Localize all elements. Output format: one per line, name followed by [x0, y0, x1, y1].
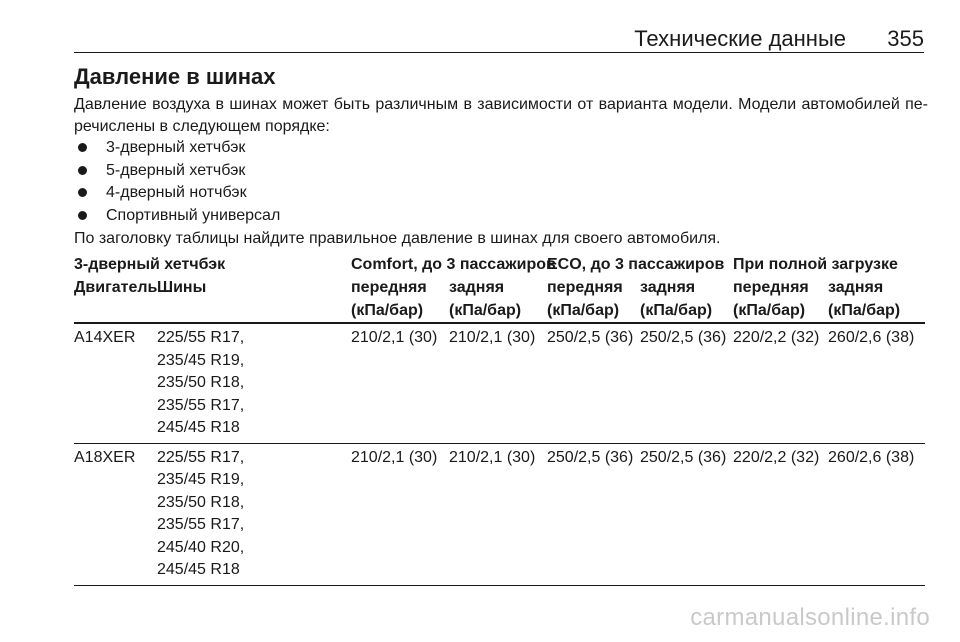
table-row: [74, 443, 925, 585]
unit-header: (кПа/бар): [449, 299, 547, 323]
col-front-header: передняя: [351, 279, 427, 296]
col-front-header: передняя: [547, 279, 623, 296]
list-item: 5-дверный хетчбэк: [74, 160, 280, 183]
page-number: 355: [887, 26, 924, 51]
bullet-icon: [78, 211, 87, 220]
col-tires-header: Шины: [157, 279, 207, 296]
pressure-cell: 250/2,5 (36): [547, 443, 640, 585]
table-note: По заголовку таблицы найдите правильное давление в шинах для своего автомобиля.: [74, 230, 721, 247]
section-title: Давление в шинах: [74, 64, 276, 89]
pressure-cell: 220/2,2 (32): [733, 443, 828, 585]
table-header-row: [74, 299, 925, 323]
bullet-icon: [78, 143, 87, 152]
page-header: [74, 26, 924, 53]
model-list: [74, 137, 280, 227]
pressure-cell: 210/2,1 (30): [449, 323, 547, 443]
table-row: [74, 323, 925, 443]
pressure-cell: 210/2,1 (30): [449, 443, 547, 585]
col-rear-header: задняя: [640, 279, 696, 296]
col-engine-header: Двигатель: [74, 279, 158, 296]
unit-header: (кПа/бар): [733, 299, 828, 323]
group-comfort-header: Comfort, до 3 пассажиров: [351, 256, 556, 273]
unit-header: (кПа/бар): [547, 299, 640, 323]
pressure-cell: 260/2,6 (38): [828, 323, 925, 443]
unit-header: (кПа/бар): [828, 299, 925, 323]
table-header-row: [74, 253, 925, 276]
unit-header: (кПа/бар): [640, 299, 733, 323]
pressure-cell: 210/2,1 (30): [351, 443, 449, 585]
list-item: 3-дверный хетчбэк: [74, 137, 280, 160]
watermark: carmanualsonline.info: [690, 604, 930, 631]
tires-cell: 225/55 R17, 235/45 R19, 235/50 R18, 235/55 R17, 245/45 R18: [157, 323, 351, 443]
pressure-cell: 250/2,5 (36): [547, 323, 640, 443]
intro-paragraph: Давление воздуха в шинах может быть различным в зависимости от варианта модели. Модели автомобилей пе-речислены в следующем порядке:: [74, 96, 928, 135]
bullet-icon: [78, 188, 87, 197]
col-front-header: передняя: [733, 279, 809, 296]
pressure-cell: 210/2,1 (30): [351, 323, 449, 443]
engine-cell: A14XER: [74, 323, 157, 443]
pressure-cell: 250/2,5 (36): [640, 443, 733, 585]
model-header: 3-дверный хетчбэк: [74, 256, 226, 273]
tires-cell: 225/55 R17, 235/45 R19, 235/50 R18, 235/55 R17, 245/40 R20, 245/45 R18: [157, 443, 351, 585]
pressure-cell: 250/2,5 (36): [640, 323, 733, 443]
engine-cell: A18XER: [74, 443, 157, 585]
list-item: 4-дверный нотчбэк: [74, 182, 280, 205]
col-rear-header: задняя: [449, 279, 505, 296]
pressure-cell: 220/2,2 (32): [733, 323, 828, 443]
header-title: Технические данные: [634, 26, 846, 51]
group-eco-header: ECO, до 3 пассажиров: [547, 256, 725, 273]
table-header-row: [74, 276, 925, 299]
list-item: Спортивный универсал: [74, 205, 280, 228]
unit-header: (кПа/бар): [351, 299, 449, 323]
col-rear-header: задняя: [828, 279, 884, 296]
group-full-header: При полной загрузке: [733, 256, 898, 273]
bullet-icon: [78, 166, 87, 175]
pressure-cell: 260/2,6 (38): [828, 443, 925, 585]
tire-pressure-table: [74, 253, 925, 586]
